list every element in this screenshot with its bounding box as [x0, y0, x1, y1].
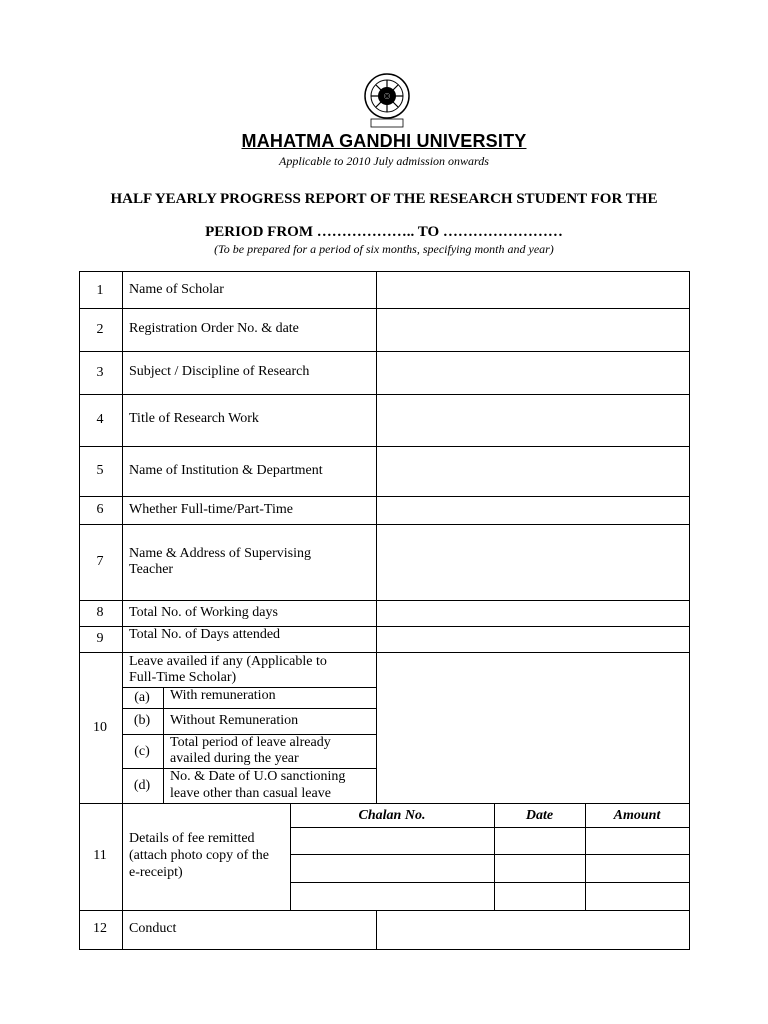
leave-total-period-line2: availed during the year	[170, 751, 299, 766]
fee-label-line3: e-receipt)	[129, 865, 183, 880]
answer-conduct[interactable]	[377, 911, 689, 949]
fee-label-line2: (attach photo copy of the	[129, 848, 269, 863]
answer-working-days[interactable]	[377, 601, 689, 626]
leave-without-remuneration: Without Remuneration	[170, 713, 299, 728]
row-number: 1	[96, 283, 104, 298]
leave-subkey-d: (d)	[133, 778, 151, 793]
leave-uo-sanction-line1: No. & Date of U.O sanctioning	[170, 769, 346, 784]
row-number: 9	[96, 631, 104, 646]
fee-label-line1: Details of fee remitted	[129, 831, 255, 846]
answer-subject[interactable]	[377, 352, 689, 394]
field-label-leave-line2: Full-Time Scholar)	[129, 670, 237, 685]
answer-supervisor[interactable]	[377, 525, 689, 600]
field-label-name-of-scholar: Name of Scholar	[129, 282, 224, 297]
period-note: (To be prepared for a period of six months, specifying month and year)	[214, 242, 554, 256]
field-label-working-days: Total No. of Working days	[129, 605, 278, 620]
university-logo	[357, 72, 417, 128]
row-number: 3	[96, 365, 104, 380]
report-title: HALF YEARLY PROGRESS REPORT OF THE RESEARCH STUDENT FOR THE	[110, 191, 658, 207]
field-label-days-attended: Total No. of Days attended	[129, 627, 281, 642]
university-name: MAHATMA GANDHI UNIVERSITY	[241, 131, 527, 151]
answer-full-part-time[interactable]	[377, 497, 689, 524]
field-label-leave-line1: Leave availed if any (Applicable to	[129, 654, 327, 669]
applicability-note: Applicable to 2010 July admission onwards	[279, 154, 489, 168]
answer-leave[interactable]	[377, 653, 689, 803]
row-number: 7	[96, 554, 104, 569]
row-number: 6	[96, 502, 104, 517]
leave-subkey-a: (a)	[134, 690, 150, 705]
leave-subkey-c: (c)	[134, 744, 150, 759]
row-number: 8	[96, 605, 104, 620]
answer-name-of-scholar[interactable]	[377, 272, 689, 308]
row-number: 2	[96, 322, 104, 337]
row-number: 5	[96, 463, 104, 478]
field-label-conduct: Conduct	[129, 921, 177, 936]
row-number: 10	[93, 720, 107, 735]
column-header-amount: Amount	[613, 808, 661, 823]
row-number: 11	[93, 848, 107, 863]
field-label-full-part-time: Whether Full-time/Part-Time	[129, 502, 293, 517]
answer-institution[interactable]	[377, 447, 689, 496]
answer-fee-details[interactable]	[291, 828, 689, 910]
field-label-registration: Registration Order No. & date	[129, 321, 299, 336]
report-period: PERIOD FROM ……………….. TO ……………………	[205, 224, 563, 240]
field-label-supervisor-line1: Name & Address of Supervising	[129, 546, 311, 561]
leave-with-remuneration: With remuneration	[170, 688, 276, 703]
row-number: 12	[93, 921, 107, 936]
field-label-supervisor-line2: Teacher	[129, 562, 174, 577]
leave-uo-sanction-line2: leave other than casual leave	[170, 786, 331, 801]
answer-registration[interactable]	[377, 309, 689, 351]
row-number: 4	[96, 412, 104, 427]
answer-days-attended[interactable]	[377, 627, 689, 652]
leave-total-period-line1: Total period of leave already	[170, 735, 331, 750]
column-header-chalan-no: Chalan No.	[358, 808, 426, 823]
column-header-date: Date	[525, 808, 554, 823]
leave-subkey-b: (b)	[133, 713, 151, 728]
field-label-title-of-research: Title of Research Work	[129, 411, 259, 426]
field-label-institution: Name of Institution & Department	[129, 463, 323, 478]
answer-title-of-research[interactable]	[377, 395, 689, 446]
field-label-subject: Subject / Discipline of Research	[129, 364, 310, 379]
